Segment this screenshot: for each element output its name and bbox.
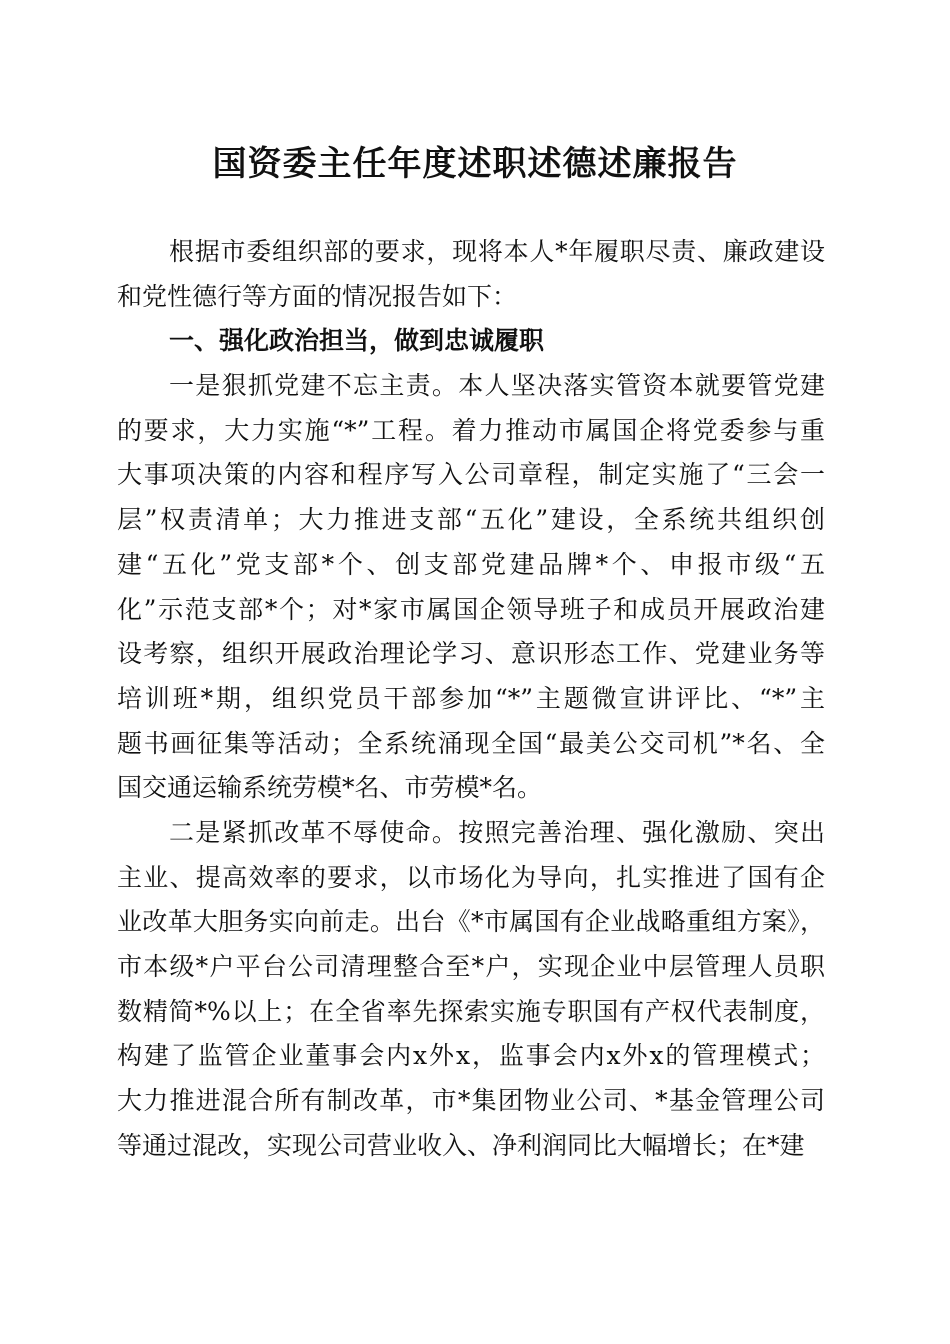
text-line: 国交通运输系统劳模*名、市劳模*名。 [117, 773, 543, 803]
text-line: 建“五化”党支部*个、创支部党建品牌*个、申报市级“五 [117, 549, 825, 579]
text-line: 主业、提高效率的要求，以市场化为导向，扎实推进了国有企 [117, 862, 825, 892]
text-line: 设考察，组织开展政治理论学习、意识形态工作、党建业务等 [117, 639, 825, 669]
text-line: 大力推进混合所有制改革，市*集团物业公司、*基金管理公司 [117, 1086, 825, 1116]
text-line: 市本级*户平台公司清理整合至*户，实现企业中层管理人员职 [117, 952, 825, 981]
document-body [117, 230, 825, 1168]
text-line: 等通过混改，实现公司营业收入、净利润同比大幅增长；在*建 [117, 1130, 805, 1160]
text-line: 二是紧抓改革不辱使命。按照完善治理、强化激励、突出 [169, 817, 825, 847]
text-line: 培训班*期，组织党员干部参加“*”主题微宣讲评比、“*”主 [117, 683, 825, 713]
text-line: 化”示范支部*个；对*家市属国企领导班子和成员开展政治建 [117, 594, 825, 624]
text-line: 题书画征集等活动；全系统涌现全国“最美公交司机”*名、全 [117, 728, 825, 758]
text-line: 业改革大胆务实向前走。出台《*市属国有企业战略重组方案》， [117, 907, 825, 937]
paragraph [117, 230, 825, 319]
text-line: 一、强化政治担当，做到忠诚履职 [169, 326, 545, 356]
paragraph [117, 364, 825, 811]
text-line: 数精简*%以上；在全省率先探索实施专职国有产权代表制度， [117, 996, 825, 1026]
text-line: 根据市委组织部的要求，现将本人*年履职尽责、廉政建设 [169, 237, 825, 266]
section-heading [117, 319, 825, 364]
text-line: 一是狠抓党建不忘主责。本人坚决落实管资本就要管党建 [169, 371, 825, 401]
text-line: 大事项决策的内容和程序写入公司章程，制定实施了“三会一 [117, 460, 825, 490]
document-title: 国资委主任年度述职述德述廉报告 [212, 144, 738, 184]
text-line: 层”权责清单；大力推进支部“五化”建设，全系统共组织创 [117, 505, 825, 535]
text-line: 构建了监管企业董事会内x外x，监事会内x外x的管理模式； [117, 1041, 825, 1071]
text-line: 的要求，大力实施“*”工程。着力推动市属国企将党委参与重 [117, 415, 825, 445]
text-line: 和党性德行等方面的情况报告如下： [117, 281, 518, 311]
paragraph [117, 811, 825, 1169]
